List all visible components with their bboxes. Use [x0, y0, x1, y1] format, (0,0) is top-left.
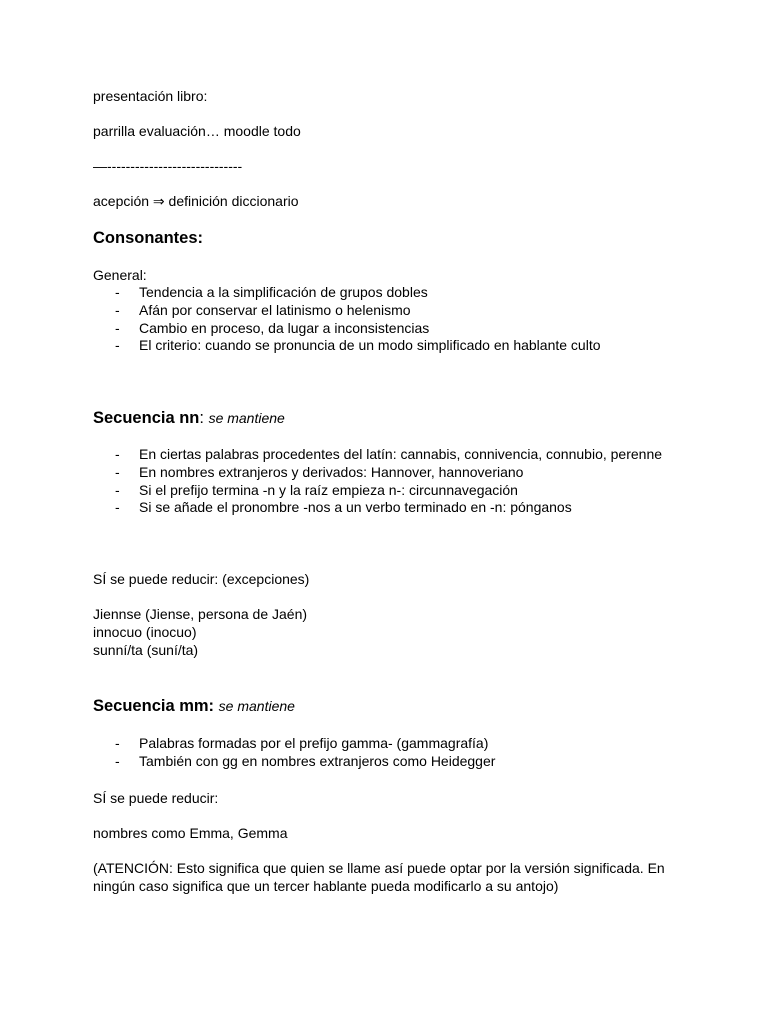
- text-line-parrilla: parrilla evaluación… moodle todo: [93, 123, 301, 139]
- dash-bullet: -: [115, 463, 120, 480]
- dash-bullet: -: [115, 752, 120, 769]
- nn-list: [93, 446, 662, 517]
- heading-secuencia-nn: [93, 409, 285, 428]
- mm-list: [93, 735, 495, 771]
- heading-secuencia-mm-title: Secuencia mm:: [93, 697, 215, 715]
- dash-bullet: -: [115, 301, 120, 318]
- list-item: - Si el prefijo termina -n y la raíz empieza n-: circunnavegación: [115, 481, 518, 498]
- heading-secuencia-mm: [93, 697, 295, 716]
- dash-bullet: -: [115, 284, 120, 300]
- heading-secuencia-mm-subtitle: se mantiene: [218, 698, 295, 714]
- nn-example: innocuo (inocuo): [93, 624, 197, 640]
- dash-bullet: -: [115, 446, 120, 462]
- mm-reduce-label: SÍ se puede reducir:: [93, 790, 219, 806]
- general-label: General:: [93, 267, 147, 283]
- heading-secuencia-nn-title: Secuencia nn: [93, 409, 200, 427]
- general-list: [93, 284, 601, 355]
- attention-note: (ATENCIÓN: Esto significa que quien se llame así puede optar por la versión significada. En ningún caso significa que un tercer hablante pueda modificarlo a su antojo): [93, 860, 665, 894]
- list-item: - En ciertas palabras procedentes del latín: cannabis, connivencia, connubio, perenne: [115, 446, 663, 462]
- list-item: - También con gg en nombres extranjeros como Heidegger: [115, 752, 496, 769]
- nn-reduce-label: SÍ se puede reducir: (excepciones): [93, 571, 310, 587]
- dash-bullet: -: [115, 481, 120, 498]
- list-item: - El criterio: cuando se pronuncia de un modo simplificado en hablante culto: [115, 337, 601, 354]
- separator-line: —-----------------------------: [93, 158, 243, 174]
- heading-colon: :: [199, 409, 204, 427]
- list-item: - Palabras formadas por el prefijo gamma- (gammagrafía): [115, 735, 489, 751]
- text-line-presentacion: presentación libro:: [93, 88, 208, 104]
- list-item: - Si se añade el pronombre -nos a un verbo terminado en -n: pónganos: [115, 499, 572, 516]
- text-line-acepcion: acepción ⇒ definición diccionario: [93, 193, 299, 209]
- list-item: - Cambio en proceso, da lugar a inconsistencias: [115, 319, 430, 336]
- dash-bullet: -: [115, 337, 120, 354]
- dash-bullet: -: [115, 319, 120, 336]
- nn-example: Jiennse (Jiense, persona de Jaén): [93, 606, 308, 622]
- list-item: - Tendencia a la simplificación de grupos dobles: [115, 284, 428, 300]
- heading-consonantes: Consonantes:: [93, 229, 204, 247]
- list-item: - En nombres extranjeros y derivados: Hannover, hannoveriano: [115, 463, 524, 480]
- dash-bullet: -: [115, 499, 120, 516]
- heading-secuencia-nn-subtitle: se mantiene: [208, 410, 285, 426]
- list-item: - Afán por conservar el latinismo o helenismo: [115, 301, 411, 318]
- mm-names: nombres como Emma, Gemma: [93, 825, 288, 841]
- nn-example: sunní/ta (suní/ta): [93, 642, 199, 658]
- dash-bullet: -: [115, 735, 120, 751]
